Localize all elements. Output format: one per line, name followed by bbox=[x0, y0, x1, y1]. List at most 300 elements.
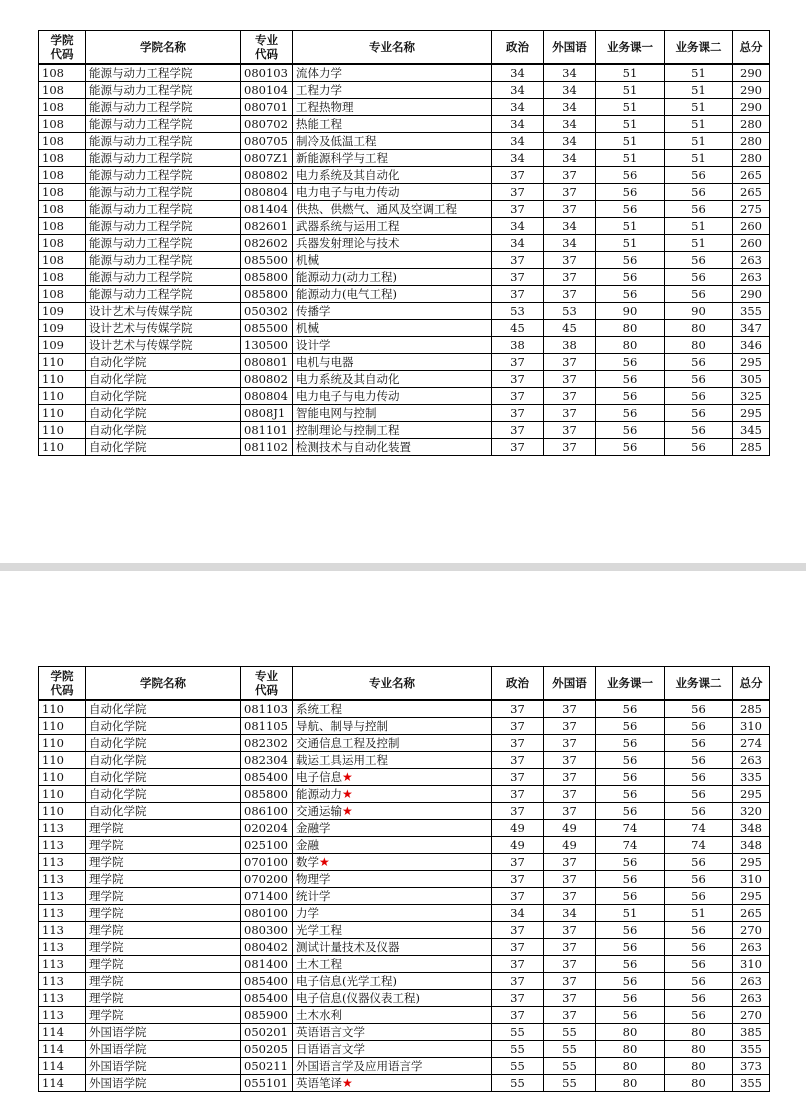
course-one-score: 56 bbox=[596, 354, 665, 371]
course-two-score: 80 bbox=[665, 1024, 733, 1041]
major-code: 085500 bbox=[241, 252, 293, 269]
major-name: 光学工程 bbox=[293, 922, 492, 939]
politics-score: 37 bbox=[492, 888, 544, 905]
major-code: 082601 bbox=[241, 218, 293, 235]
course-one-score: 56 bbox=[596, 405, 665, 422]
major-name: 武器系统与运用工程 bbox=[293, 218, 492, 235]
college-name: 能源与动力工程学院 bbox=[86, 133, 241, 150]
college-name: 理学院 bbox=[86, 837, 241, 854]
course-two-score: 56 bbox=[665, 700, 733, 718]
total-score: 295 bbox=[733, 854, 770, 871]
politics-score: 34 bbox=[492, 116, 544, 133]
foreign-language-score: 37 bbox=[544, 990, 596, 1007]
politics-score: 34 bbox=[492, 82, 544, 99]
foreign-language-score: 34 bbox=[544, 218, 596, 235]
major-name: 土木工程 bbox=[293, 956, 492, 973]
major-name: 电机与电器 bbox=[293, 354, 492, 371]
total-score: 280 bbox=[733, 150, 770, 167]
table-row bbox=[39, 354, 770, 371]
table-row bbox=[39, 286, 770, 303]
course-one-score: 56 bbox=[596, 439, 665, 456]
course-two-score: 51 bbox=[665, 150, 733, 167]
course-two-score: 56 bbox=[665, 752, 733, 769]
college-name: 理学院 bbox=[86, 854, 241, 871]
major-name: 交通信息工程及控制 bbox=[293, 735, 492, 752]
major-code: 080705 bbox=[241, 133, 293, 150]
foreign-language-score: 37 bbox=[544, 354, 596, 371]
total-score: 355 bbox=[733, 303, 770, 320]
course-two-score: 51 bbox=[665, 116, 733, 133]
foreign-language-score: 37 bbox=[544, 718, 596, 735]
table-row bbox=[39, 718, 770, 735]
college-name-header: 学院名称 bbox=[86, 31, 241, 65]
foreign-language-score: 37 bbox=[544, 184, 596, 201]
politics-score: 37 bbox=[492, 700, 544, 718]
major-code: 082302 bbox=[241, 735, 293, 752]
star-icon: ★ bbox=[319, 855, 330, 869]
politics-score: 37 bbox=[492, 922, 544, 939]
politics-score: 37 bbox=[492, 990, 544, 1007]
table-row bbox=[39, 337, 770, 354]
course-one-score: 56 bbox=[596, 184, 665, 201]
major-name: 能源动力(电气工程) bbox=[293, 286, 492, 303]
total-score: 310 bbox=[733, 956, 770, 973]
politics-score: 37 bbox=[492, 718, 544, 735]
course-two-score: 56 bbox=[665, 201, 733, 218]
table-row bbox=[39, 1075, 770, 1092]
major-code: 050211 bbox=[241, 1058, 293, 1075]
major-name: 智能电网与控制 bbox=[293, 405, 492, 422]
total-score: 290 bbox=[733, 99, 770, 116]
college-code: 114 bbox=[39, 1075, 86, 1092]
course-two-score: 56 bbox=[665, 956, 733, 973]
politics-score: 45 bbox=[492, 320, 544, 337]
table-row bbox=[39, 1007, 770, 1024]
table-row bbox=[39, 99, 770, 116]
course-one-score: 90 bbox=[596, 303, 665, 320]
major-code: 081103 bbox=[241, 700, 293, 718]
major-code: 080100 bbox=[241, 905, 293, 922]
major-code: 0808J1 bbox=[241, 405, 293, 422]
foreign-language-score: 49 bbox=[544, 820, 596, 837]
course-two-score: 56 bbox=[665, 422, 733, 439]
course-one-header: 业务课一 bbox=[596, 31, 665, 65]
politics-score: 55 bbox=[492, 1058, 544, 1075]
course-one-score: 51 bbox=[596, 64, 665, 82]
politics-score: 49 bbox=[492, 820, 544, 837]
total-score: 263 bbox=[733, 269, 770, 286]
course-one-score: 56 bbox=[596, 786, 665, 803]
major-code: 050302 bbox=[241, 303, 293, 320]
politics-score: 37 bbox=[492, 973, 544, 990]
major-name: 土木水利 bbox=[293, 1007, 492, 1024]
major-name-header: 专业名称 bbox=[293, 667, 492, 701]
score-table-page-2 bbox=[38, 666, 770, 1092]
foreign-language-score: 37 bbox=[544, 269, 596, 286]
politics-score: 37 bbox=[492, 269, 544, 286]
college-code: 113 bbox=[39, 888, 86, 905]
course-one-score: 51 bbox=[596, 116, 665, 133]
foreign-language-score: 37 bbox=[544, 1007, 596, 1024]
college-name: 外国语学院 bbox=[86, 1041, 241, 1058]
major-code: 080804 bbox=[241, 388, 293, 405]
table-row bbox=[39, 1058, 770, 1075]
course-one-score: 56 bbox=[596, 269, 665, 286]
college-name: 自动化学院 bbox=[86, 735, 241, 752]
course-one-score: 80 bbox=[596, 1058, 665, 1075]
major-name-header: 专业名称 bbox=[293, 31, 492, 65]
major-name: 能源动力(动力工程) bbox=[293, 269, 492, 286]
course-one-score: 56 bbox=[596, 939, 665, 956]
major-code: 081102 bbox=[241, 439, 293, 456]
college-code: 113 bbox=[39, 820, 86, 837]
table-row bbox=[39, 422, 770, 439]
table-row bbox=[39, 700, 770, 718]
major-code: 080103 bbox=[241, 64, 293, 82]
college-name: 理学院 bbox=[86, 956, 241, 973]
star-icon: ★ bbox=[342, 804, 353, 818]
major-name: 力学 bbox=[293, 905, 492, 922]
foreign-language-score: 37 bbox=[544, 854, 596, 871]
course-one-score: 56 bbox=[596, 769, 665, 786]
course-two-score: 56 bbox=[665, 973, 733, 990]
major-code: 081101 bbox=[241, 422, 293, 439]
course-one-score: 51 bbox=[596, 133, 665, 150]
course-two-score: 74 bbox=[665, 820, 733, 837]
college-name: 自动化学院 bbox=[86, 786, 241, 803]
politics-score: 37 bbox=[492, 184, 544, 201]
foreign-language-score: 53 bbox=[544, 303, 596, 320]
total-score: 275 bbox=[733, 201, 770, 218]
major-name: 电力系统及其自动化 bbox=[293, 167, 492, 184]
course-one-score: 80 bbox=[596, 1024, 665, 1041]
course-one-score: 56 bbox=[596, 973, 665, 990]
total-score: 263 bbox=[733, 990, 770, 1007]
major-name: 设计学 bbox=[293, 337, 492, 354]
college-code: 113 bbox=[39, 973, 86, 990]
course-one-score: 56 bbox=[596, 803, 665, 820]
major-code: 080802 bbox=[241, 371, 293, 388]
foreign-language-score: 37 bbox=[544, 786, 596, 803]
total-score: 295 bbox=[733, 405, 770, 422]
table-row bbox=[39, 922, 770, 939]
course-two-score: 74 bbox=[665, 837, 733, 854]
major-name: 工程力学 bbox=[293, 82, 492, 99]
college-code: 108 bbox=[39, 82, 86, 99]
major-code: 050205 bbox=[241, 1041, 293, 1058]
college-name-header: 学院名称 bbox=[86, 667, 241, 701]
major-code: 0807Z1 bbox=[241, 150, 293, 167]
major-code: 085400 bbox=[241, 973, 293, 990]
table-row bbox=[39, 786, 770, 803]
course-two-score: 56 bbox=[665, 939, 733, 956]
foreign-language-score: 45 bbox=[544, 320, 596, 337]
course-one-score: 51 bbox=[596, 235, 665, 252]
college-name: 能源与动力工程学院 bbox=[86, 167, 241, 184]
college-code: 108 bbox=[39, 184, 86, 201]
course-two-score: 56 bbox=[665, 1007, 733, 1024]
course-two-score: 80 bbox=[665, 320, 733, 337]
politics-score: 37 bbox=[492, 167, 544, 184]
table-row bbox=[39, 1024, 770, 1041]
course-one-score: 80 bbox=[596, 1041, 665, 1058]
politics-score: 37 bbox=[492, 422, 544, 439]
total-score: 280 bbox=[733, 116, 770, 133]
politics-score: 49 bbox=[492, 837, 544, 854]
major-name: 载运工具运用工程 bbox=[293, 752, 492, 769]
college-name: 能源与动力工程学院 bbox=[86, 184, 241, 201]
politics-header: 政治 bbox=[492, 667, 544, 701]
college-code: 110 bbox=[39, 769, 86, 786]
table-row bbox=[39, 439, 770, 456]
total-score: 295 bbox=[733, 786, 770, 803]
politics-score: 53 bbox=[492, 303, 544, 320]
foreign-language-score: 34 bbox=[544, 905, 596, 922]
college-name: 自动化学院 bbox=[86, 700, 241, 718]
college-code: 108 bbox=[39, 269, 86, 286]
college-name: 理学院 bbox=[86, 973, 241, 990]
politics-score: 37 bbox=[492, 786, 544, 803]
major-name: 检测技术与自动化装置 bbox=[293, 439, 492, 456]
politics-score: 34 bbox=[492, 99, 544, 116]
course-one-score: 51 bbox=[596, 905, 665, 922]
politics-score: 37 bbox=[492, 388, 544, 405]
document-page-2 bbox=[0, 571, 806, 1112]
major-name: 日语语言文学 bbox=[293, 1041, 492, 1058]
total-score: 348 bbox=[733, 837, 770, 854]
major-name: 工程热物理 bbox=[293, 99, 492, 116]
course-one-score: 51 bbox=[596, 99, 665, 116]
page-separator bbox=[0, 563, 806, 571]
course-two-score: 56 bbox=[665, 286, 733, 303]
foreign-language-score: 38 bbox=[544, 337, 596, 354]
college-name: 自动化学院 bbox=[86, 752, 241, 769]
table-row bbox=[39, 64, 770, 82]
table-row bbox=[39, 235, 770, 252]
course-two-score: 56 bbox=[665, 786, 733, 803]
politics-score: 37 bbox=[492, 439, 544, 456]
politics-score: 37 bbox=[492, 956, 544, 973]
major-name: 能源动力★ bbox=[293, 786, 492, 803]
foreign-language-score: 37 bbox=[544, 803, 596, 820]
course-two-score: 56 bbox=[665, 888, 733, 905]
major-code: 081404 bbox=[241, 201, 293, 218]
politics-score: 34 bbox=[492, 905, 544, 922]
major-code: 081105 bbox=[241, 718, 293, 735]
foreign-language-score: 34 bbox=[544, 82, 596, 99]
course-two-score: 56 bbox=[665, 184, 733, 201]
foreign-language-score: 37 bbox=[544, 167, 596, 184]
politics-score: 55 bbox=[492, 1024, 544, 1041]
table-row bbox=[39, 303, 770, 320]
table-row bbox=[39, 82, 770, 99]
college-code: 113 bbox=[39, 905, 86, 922]
table-header bbox=[39, 667, 770, 701]
politics-score: 34 bbox=[492, 235, 544, 252]
foreign-language-score: 37 bbox=[544, 371, 596, 388]
table-row bbox=[39, 388, 770, 405]
total-score: 373 bbox=[733, 1058, 770, 1075]
table-row bbox=[39, 218, 770, 235]
major-name: 供热、供燃气、通风及空调工程 bbox=[293, 201, 492, 218]
college-code: 110 bbox=[39, 803, 86, 820]
major-code: 130500 bbox=[241, 337, 293, 354]
table-row bbox=[39, 150, 770, 167]
table-row bbox=[39, 769, 770, 786]
politics-score: 37 bbox=[492, 803, 544, 820]
major-name: 新能源科学与工程 bbox=[293, 150, 492, 167]
table-row bbox=[39, 320, 770, 337]
major-name: 统计学 bbox=[293, 888, 492, 905]
foreign-language-score: 55 bbox=[544, 1024, 596, 1041]
table-row bbox=[39, 871, 770, 888]
star-icon: ★ bbox=[342, 1076, 353, 1090]
foreign-language-score: 37 bbox=[544, 939, 596, 956]
foreign-language-score: 37 bbox=[544, 405, 596, 422]
total-score: 345 bbox=[733, 422, 770, 439]
total-score: 355 bbox=[733, 1075, 770, 1092]
foreign-language-score: 37 bbox=[544, 956, 596, 973]
college-name: 能源与动力工程学院 bbox=[86, 116, 241, 133]
college-name: 自动化学院 bbox=[86, 803, 241, 820]
course-two-score: 56 bbox=[665, 769, 733, 786]
college-code-header: 学院 代码 bbox=[39, 31, 86, 65]
course-two-score: 56 bbox=[665, 167, 733, 184]
major-name: 金融 bbox=[293, 837, 492, 854]
total-score: 335 bbox=[733, 769, 770, 786]
major-code: 080300 bbox=[241, 922, 293, 939]
college-code: 110 bbox=[39, 735, 86, 752]
college-name: 自动化学院 bbox=[86, 354, 241, 371]
college-name: 理学院 bbox=[86, 922, 241, 939]
major-name: 电子信息(光学工程) bbox=[293, 973, 492, 990]
foreign-language-score: 34 bbox=[544, 116, 596, 133]
course-one-score: 74 bbox=[596, 820, 665, 837]
total-score: 347 bbox=[733, 320, 770, 337]
course-one-score: 51 bbox=[596, 82, 665, 99]
total-score: 295 bbox=[733, 888, 770, 905]
college-code: 108 bbox=[39, 252, 86, 269]
foreign-language-score: 34 bbox=[544, 235, 596, 252]
course-two-score: 51 bbox=[665, 218, 733, 235]
course-two-score: 80 bbox=[665, 337, 733, 354]
college-code: 110 bbox=[39, 354, 86, 371]
college-code: 110 bbox=[39, 439, 86, 456]
politics-score: 37 bbox=[492, 735, 544, 752]
college-code: 110 bbox=[39, 752, 86, 769]
foreign-language-score: 55 bbox=[544, 1058, 596, 1075]
course-two-score: 56 bbox=[665, 388, 733, 405]
course-one-score: 56 bbox=[596, 388, 665, 405]
course-two-score: 51 bbox=[665, 133, 733, 150]
college-name: 自动化学院 bbox=[86, 439, 241, 456]
total-score: 355 bbox=[733, 1041, 770, 1058]
course-one-score: 56 bbox=[596, 201, 665, 218]
course-two-score: 56 bbox=[665, 871, 733, 888]
college-code: 113 bbox=[39, 922, 86, 939]
table-row bbox=[39, 201, 770, 218]
course-two-score: 56 bbox=[665, 354, 733, 371]
total-score: 290 bbox=[733, 64, 770, 82]
total-score: 385 bbox=[733, 1024, 770, 1041]
major-name: 制冷及低温工程 bbox=[293, 133, 492, 150]
course-two-score: 56 bbox=[665, 922, 733, 939]
total-header: 总分 bbox=[733, 667, 770, 701]
major-code: 082602 bbox=[241, 235, 293, 252]
table-row bbox=[39, 888, 770, 905]
course-two-header: 业务课二 bbox=[665, 667, 733, 701]
course-one-header: 业务课一 bbox=[596, 667, 665, 701]
course-two-score: 80 bbox=[665, 1075, 733, 1092]
total-score: 265 bbox=[733, 167, 770, 184]
major-name: 电子信息(仪器仪表工程) bbox=[293, 990, 492, 1007]
table-row bbox=[39, 371, 770, 388]
total-score: 346 bbox=[733, 337, 770, 354]
major-code: 085800 bbox=[241, 286, 293, 303]
college-code: 108 bbox=[39, 116, 86, 133]
major-name: 控制理论与控制工程 bbox=[293, 422, 492, 439]
college-code: 108 bbox=[39, 235, 86, 252]
table-row bbox=[39, 854, 770, 871]
college-code: 113 bbox=[39, 871, 86, 888]
total-score: 263 bbox=[733, 252, 770, 269]
foreign-language-header: 外国语 bbox=[544, 667, 596, 701]
course-one-score: 56 bbox=[596, 854, 665, 871]
politics-score: 34 bbox=[492, 150, 544, 167]
major-code-header: 专业 代码 bbox=[241, 667, 293, 701]
total-score: 263 bbox=[733, 939, 770, 956]
course-two-score: 56 bbox=[665, 854, 733, 871]
total-score: 285 bbox=[733, 439, 770, 456]
major-name: 电力系统及其自动化 bbox=[293, 371, 492, 388]
total-score: 265 bbox=[733, 905, 770, 922]
course-one-score: 56 bbox=[596, 888, 665, 905]
table-row bbox=[39, 820, 770, 837]
major-name: 测试计量技术及仪器 bbox=[293, 939, 492, 956]
major-name: 金融学 bbox=[293, 820, 492, 837]
college-code: 114 bbox=[39, 1024, 86, 1041]
course-one-score: 56 bbox=[596, 252, 665, 269]
college-code: 113 bbox=[39, 854, 86, 871]
course-two-score: 80 bbox=[665, 1058, 733, 1075]
foreign-language-score: 37 bbox=[544, 700, 596, 718]
course-one-score: 56 bbox=[596, 922, 665, 939]
college-code: 113 bbox=[39, 956, 86, 973]
major-name: 导航、制导与控制 bbox=[293, 718, 492, 735]
major-name: 英语语言文学 bbox=[293, 1024, 492, 1041]
total-score: 290 bbox=[733, 286, 770, 303]
course-two-score: 51 bbox=[665, 99, 733, 116]
college-name: 能源与动力工程学院 bbox=[86, 201, 241, 218]
college-name: 能源与动力工程学院 bbox=[86, 64, 241, 82]
total-score: 310 bbox=[733, 718, 770, 735]
politics-score: 37 bbox=[492, 752, 544, 769]
politics-score: 37 bbox=[492, 252, 544, 269]
total-score: 274 bbox=[733, 735, 770, 752]
major-name: 电子信息★ bbox=[293, 769, 492, 786]
college-name: 理学院 bbox=[86, 990, 241, 1007]
politics-score: 37 bbox=[492, 405, 544, 422]
course-two-score: 56 bbox=[665, 269, 733, 286]
college-name: 理学院 bbox=[86, 820, 241, 837]
total-score: 325 bbox=[733, 388, 770, 405]
major-code: 080802 bbox=[241, 167, 293, 184]
major-code: 070100 bbox=[241, 854, 293, 871]
college-code: 110 bbox=[39, 422, 86, 439]
table-row bbox=[39, 939, 770, 956]
college-name: 理学院 bbox=[86, 939, 241, 956]
course-two-score: 56 bbox=[665, 252, 733, 269]
